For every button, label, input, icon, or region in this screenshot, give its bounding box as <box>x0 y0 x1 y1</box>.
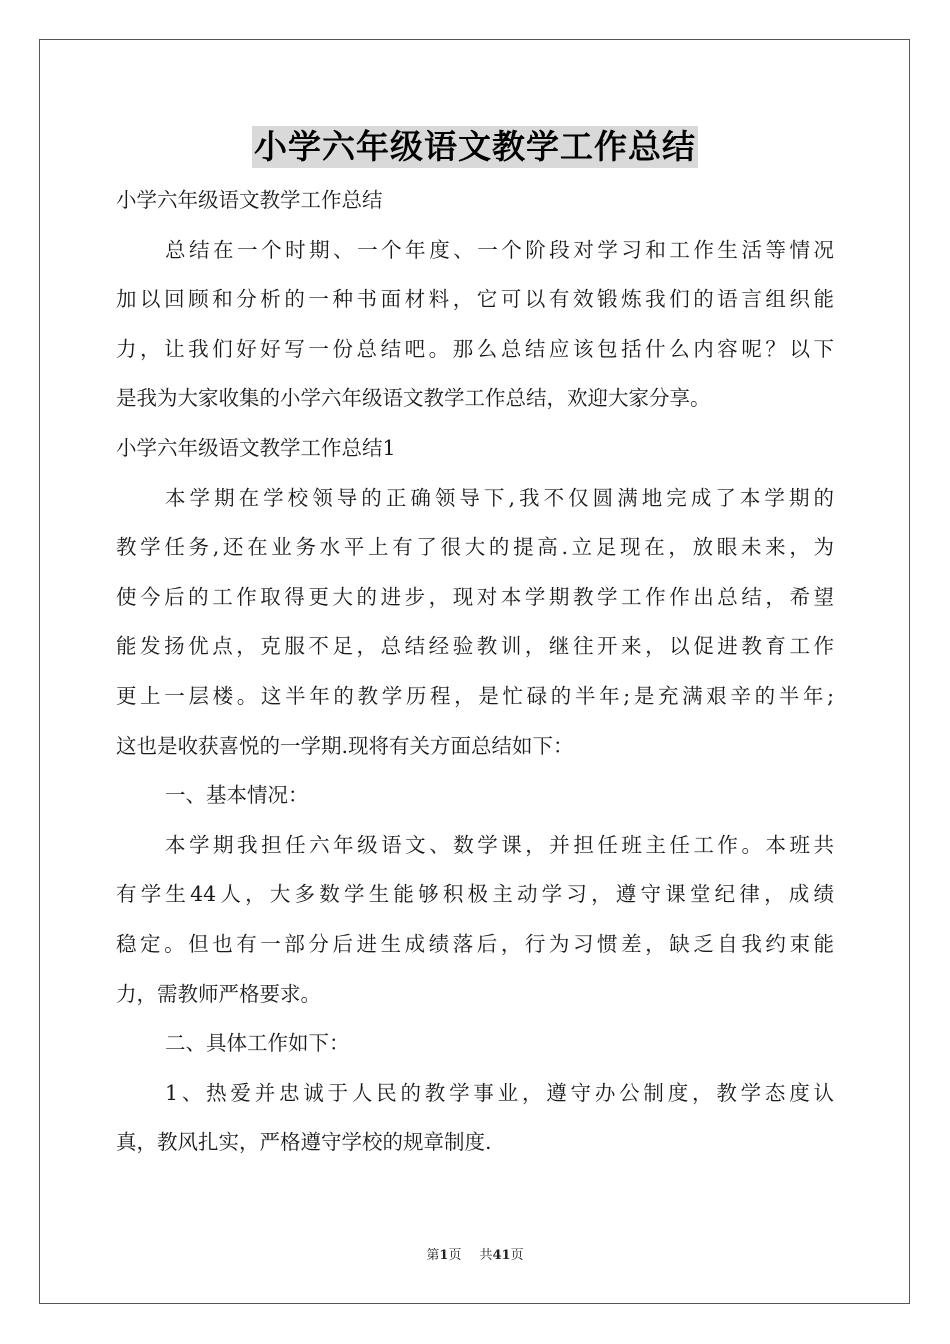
text-line: 教学任务,还在业务水平上有了很大的提高.立足现在，放眼未来，为 <box>116 535 834 560</box>
text-line: 本学期在学校领导的正确领导下,我不仅圆满地完成了本学期的 <box>165 485 834 510</box>
text-line: 1、热爱并忠诚于人民的教学事业，遵守办公制度，教学态度认 <box>165 1080 834 1105</box>
text-line: 能发扬优点，克服不足，总结经验教训，继往开来，以促进教育工作 <box>116 634 834 659</box>
text-line: 是我为大家收集的小学六年级语文教学工作总结，欢迎大家分享。 <box>116 386 711 411</box>
text-line: 力，让我们好好写一份总结吧。那么总结应该包括什么内容呢？以下 <box>116 336 834 361</box>
text-line: 使今后的工作取得更大的进步，现对本学期教学工作作出总结，希望 <box>116 584 834 609</box>
text-line: 更上一层楼。这半年的教学历程，是忙碌的半年;是充满艰辛的半年; <box>116 683 834 708</box>
text-line: 二、具体工作如下： <box>165 1031 350 1056</box>
total-prefix: 共 <box>479 1248 493 1263</box>
text-line: 加以回顾和分析的一种书面材料，它可以有效锻炼我们的语言组织能 <box>116 287 834 312</box>
text-line: 这也是收获喜悦的一学期.现将有关方面总结如下： <box>116 733 574 758</box>
page-number: 1 <box>439 1248 449 1263</box>
total-suffix: 页 <box>510 1248 524 1263</box>
document-title: 小学六年级语文教学工作总结 <box>254 127 696 166</box>
text-line: 真，教风扎实，严格遵守学校的规章制度. <box>116 1130 492 1155</box>
text-line: 一、基本情况： <box>165 783 309 808</box>
page-prefix: 第 <box>426 1248 440 1263</box>
text-line: 本学期我担任六年级语文、数学课，并担任班主任工作。本班共 <box>165 832 834 857</box>
title-container <box>0 126 950 168</box>
page-suffix: 页 <box>448 1248 462 1263</box>
total-pages: 41 <box>492 1248 511 1263</box>
text-line: 小学六年级语文教学工作总结1 <box>116 435 396 460</box>
text-line: 力，需教师严格要求。 <box>116 981 321 1006</box>
text-line: 稳定。但也有一部分后进生成绩落后，行为习惯差，缺乏自我约束能 <box>116 931 834 956</box>
document-body <box>116 182 834 1174</box>
page-footer <box>0 1244 950 1263</box>
text-line: 有学生44人，大多数学生能够积极主动学习，遵守课堂纪律，成绩 <box>116 882 834 907</box>
text-line: 小学六年级语文教学工作总结 <box>116 188 383 212</box>
text-line: 总结在一个时期、一个年度、一个阶段对学习和工作生活等情况 <box>165 237 834 262</box>
